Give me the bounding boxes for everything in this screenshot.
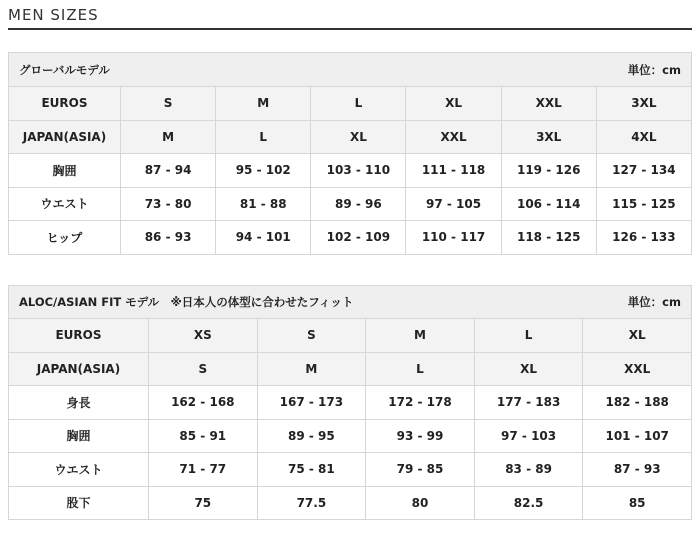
row-label: 胸囲	[9, 154, 121, 188]
table-cell: 75 - 81	[257, 453, 366, 487]
table-cell: 182 - 188	[583, 386, 692, 420]
table-cell: L	[311, 87, 406, 121]
table-cell: XL	[406, 87, 501, 121]
table-cell: XL	[311, 120, 406, 154]
table-caption: ALOC/ASIAN FIT モデル ※日本人の体型に合わせたフィット	[19, 295, 354, 309]
table-row	[9, 419, 692, 453]
table-cell: 81 - 88	[216, 187, 311, 221]
table-cell: 71 - 77	[149, 453, 258, 487]
table-caption-row	[9, 286, 692, 319]
table-cell: M	[257, 352, 366, 386]
table-cell: 4XL	[596, 120, 691, 154]
table-cell: XL	[583, 319, 692, 353]
table-cell: 89 - 96	[311, 187, 406, 221]
asian-fit-size-table	[8, 285, 692, 520]
table-cell: S	[257, 319, 366, 353]
table-cell: 93 - 99	[366, 419, 475, 453]
table-cell: L	[216, 120, 311, 154]
table-row	[9, 154, 692, 188]
table-cell: 86 - 93	[121, 221, 216, 255]
table-cell: 80	[366, 486, 475, 520]
table-cell: 87 - 93	[583, 453, 692, 487]
table-cell: 111 - 118	[406, 154, 501, 188]
table-cell: XXL	[501, 87, 596, 121]
table-cell: M	[121, 120, 216, 154]
table-cell: 101 - 107	[583, 419, 692, 453]
table-row	[9, 221, 692, 255]
table-cell: 97 - 105	[406, 187, 501, 221]
table-cell: 82.5	[474, 486, 583, 520]
row-label: JAPAN(ASIA)	[9, 120, 121, 154]
table-cell: 3XL	[501, 120, 596, 154]
unit-label: 単位：cm	[627, 295, 681, 309]
table-cell: 85	[583, 486, 692, 520]
table-cell: L	[366, 352, 475, 386]
table-cell: L	[474, 319, 583, 353]
table-cell: XXL	[406, 120, 501, 154]
table-row	[9, 319, 692, 353]
table-cell: 79 - 85	[366, 453, 475, 487]
table-row	[9, 120, 692, 154]
table-cell: 167 - 173	[257, 386, 366, 420]
page-title: MEN SIZES	[8, 6, 99, 24]
table-cell: 75	[149, 486, 258, 520]
row-label: JAPAN(ASIA)	[9, 352, 149, 386]
table-row	[9, 352, 692, 386]
table-cell: M	[216, 87, 311, 121]
row-label: ウエスト	[9, 453, 149, 487]
table-cell: 77.5	[257, 486, 366, 520]
table-row	[9, 187, 692, 221]
table-cell: S	[149, 352, 258, 386]
table-cell: 73 - 80	[121, 187, 216, 221]
table-caption-row	[9, 53, 692, 87]
table-cell: 102 - 109	[311, 221, 406, 255]
table-cell: 106 - 114	[501, 187, 596, 221]
title-divider	[8, 28, 692, 30]
table-cell: XL	[474, 352, 583, 386]
unit-label: 単位：cm	[627, 62, 681, 77]
table-cell: XS	[149, 319, 258, 353]
table-cell: 118 - 125	[501, 221, 596, 255]
row-label: 股下	[9, 486, 149, 520]
table-cell: 110 - 117	[406, 221, 501, 255]
table-cell: 127 - 134	[596, 154, 691, 188]
table-cell: 97 - 103	[474, 419, 583, 453]
table-cell: 85 - 91	[149, 419, 258, 453]
row-label: 身長	[9, 386, 149, 420]
table-cell: 95 - 102	[216, 154, 311, 188]
table-cell: 89 - 95	[257, 419, 366, 453]
table-cell: XXL	[583, 352, 692, 386]
table-cell: 3XL	[596, 87, 691, 121]
table-cell: S	[121, 87, 216, 121]
table-row	[9, 87, 692, 121]
row-label: EUROS	[9, 319, 149, 353]
global-model-size-table	[8, 52, 692, 255]
table-cell: 83 - 89	[474, 453, 583, 487]
table-cell: 177 - 183	[474, 386, 583, 420]
table-cell: M	[366, 319, 475, 353]
table-cell: 126 - 133	[596, 221, 691, 255]
table-cell: 119 - 126	[501, 154, 596, 188]
row-label: ヒップ	[9, 221, 121, 255]
table-cell: 94 - 101	[216, 221, 311, 255]
table-cell: 115 - 125	[596, 187, 691, 221]
table-cell: 87 - 94	[121, 154, 216, 188]
table-caption: グローバルモデル	[19, 62, 110, 77]
row-label: 胸囲	[9, 419, 149, 453]
table-row	[9, 453, 692, 487]
table-cell: 172 - 178	[366, 386, 475, 420]
table-cell: 162 - 168	[149, 386, 258, 420]
table-row	[9, 386, 692, 420]
row-label: EUROS	[9, 87, 121, 121]
table-row	[9, 486, 692, 520]
table-cell: 103 - 110	[311, 154, 406, 188]
row-label: ウエスト	[9, 187, 121, 221]
